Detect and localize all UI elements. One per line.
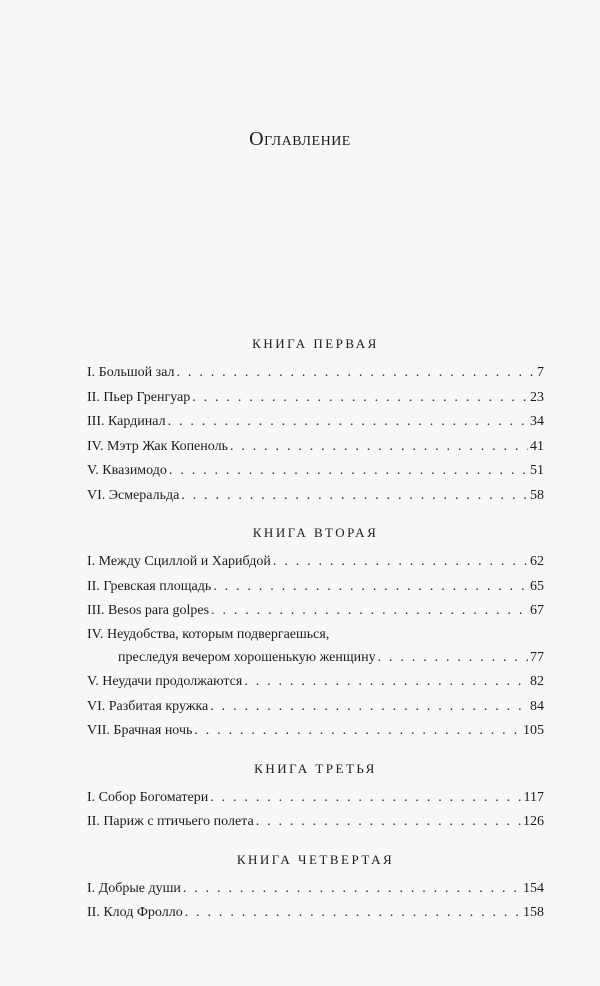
table-of-contents: [87, 333, 544, 940]
dot-leader: [211, 599, 528, 624]
toc-entry[interactable]: [87, 786, 544, 811]
toc-entry[interactable]: [87, 810, 544, 835]
page-title: Оглавление: [249, 128, 351, 150]
page-number: 51: [530, 463, 544, 478]
book-heading: КНИГА ПЕРВАЯ: [252, 336, 379, 351]
entry-title: V. Неудачи продолжаются: [87, 674, 243, 689]
dot-leader: [169, 459, 528, 484]
entry-title: I. Между Сциллой и Харибдой: [87, 554, 271, 569]
dot-leader: [244, 670, 528, 695]
dot-leader: [213, 575, 528, 600]
page-number: 65: [530, 578, 544, 594]
book-section: [87, 522, 544, 744]
book-heading: КНИГА ТРЕТЬЯ: [254, 760, 377, 776]
page-number: 154: [523, 880, 544, 896]
entry-title: VII. Брачная ночь: [87, 723, 193, 738]
page-number: 158: [523, 905, 544, 920]
book-heading: КНИГА ВТОРАЯ: [252, 525, 379, 540]
toc-entry[interactable]: [87, 877, 544, 902]
entry-title: IV. Мэтр Жак Копеноль: [87, 438, 228, 454]
toc-entry[interactable]: [87, 695, 544, 720]
toc-entry[interactable]: [87, 386, 544, 411]
dot-leader: [177, 361, 535, 386]
book-section: [87, 333, 544, 508]
entry-title: VI. Разбитая кружка: [87, 698, 209, 714]
dot-leader: [230, 435, 528, 460]
entry-title: II. Пьер Гренгуар: [87, 389, 191, 405]
toc-entry[interactable]: [87, 550, 544, 575]
dot-leader: [256, 810, 521, 835]
toc-entry[interactable]: [87, 484, 544, 509]
dot-leader: [181, 484, 528, 509]
entry-title: II. Париж с птичьего полета: [87, 814, 254, 829]
dot-leader: [210, 695, 528, 720]
book-section: [87, 849, 544, 926]
toc-entry[interactable]: [87, 719, 544, 744]
dot-leader: [192, 386, 528, 411]
toc-entry[interactable]: [87, 575, 544, 600]
page-number: 117: [523, 789, 544, 805]
entry-title: I. Большой зал: [87, 365, 175, 380]
toc-entry[interactable]: [87, 410, 544, 435]
page-number: 77: [530, 649, 544, 665]
toc-entry[interactable]: [87, 624, 544, 671]
page-number: 34: [530, 414, 544, 429]
entry-title: V. Квазимодо: [87, 463, 167, 478]
entry-title: II. Клод Фролло: [87, 905, 183, 920]
page-number: 58: [530, 487, 544, 503]
toc-entry[interactable]: [87, 599, 544, 624]
book-heading: КНИГА ЧЕТВЕРТАЯ: [236, 851, 395, 867]
entry-title: I. Добрые души: [87, 880, 181, 896]
page-number: 126: [523, 814, 544, 829]
dot-leader: [183, 877, 521, 902]
toc-entry[interactable]: [87, 901, 544, 926]
page-number: 84: [530, 698, 544, 714]
entry-title: III. Besos para golpes: [87, 603, 210, 618]
page-number: 41: [530, 438, 544, 454]
entry-title: III. Кардинал: [87, 414, 166, 429]
dot-leader: [194, 719, 521, 744]
entry-title: VI. Эсмеральда: [87, 487, 180, 503]
page-number: 105: [523, 723, 544, 738]
page-number: 7: [537, 365, 544, 380]
dot-leader: [185, 901, 521, 926]
page-number: 67: [530, 603, 544, 618]
entry-title: I. Собор Богоматери: [87, 789, 209, 805]
entry-title-continued: преследуя вечером хорошенькую женщину: [118, 649, 376, 665]
toc-entry[interactable]: [87, 435, 544, 460]
page-number: 23: [530, 389, 544, 405]
toc-entry[interactable]: [87, 670, 544, 695]
dot-leader: [210, 786, 521, 811]
entry-title: II. Гревская площадь: [87, 578, 212, 594]
dot-leader: [273, 550, 528, 575]
toc-entry[interactable]: [87, 459, 544, 484]
dot-leader: [168, 410, 528, 435]
book-section: [87, 758, 544, 835]
toc-entry[interactable]: [87, 361, 544, 386]
dot-leader: [378, 646, 528, 671]
page-number: 82: [530, 674, 544, 689]
page-number: 62: [530, 554, 544, 569]
entry-title: IV. Неудобства, которым подвергаешься,: [87, 626, 330, 642]
